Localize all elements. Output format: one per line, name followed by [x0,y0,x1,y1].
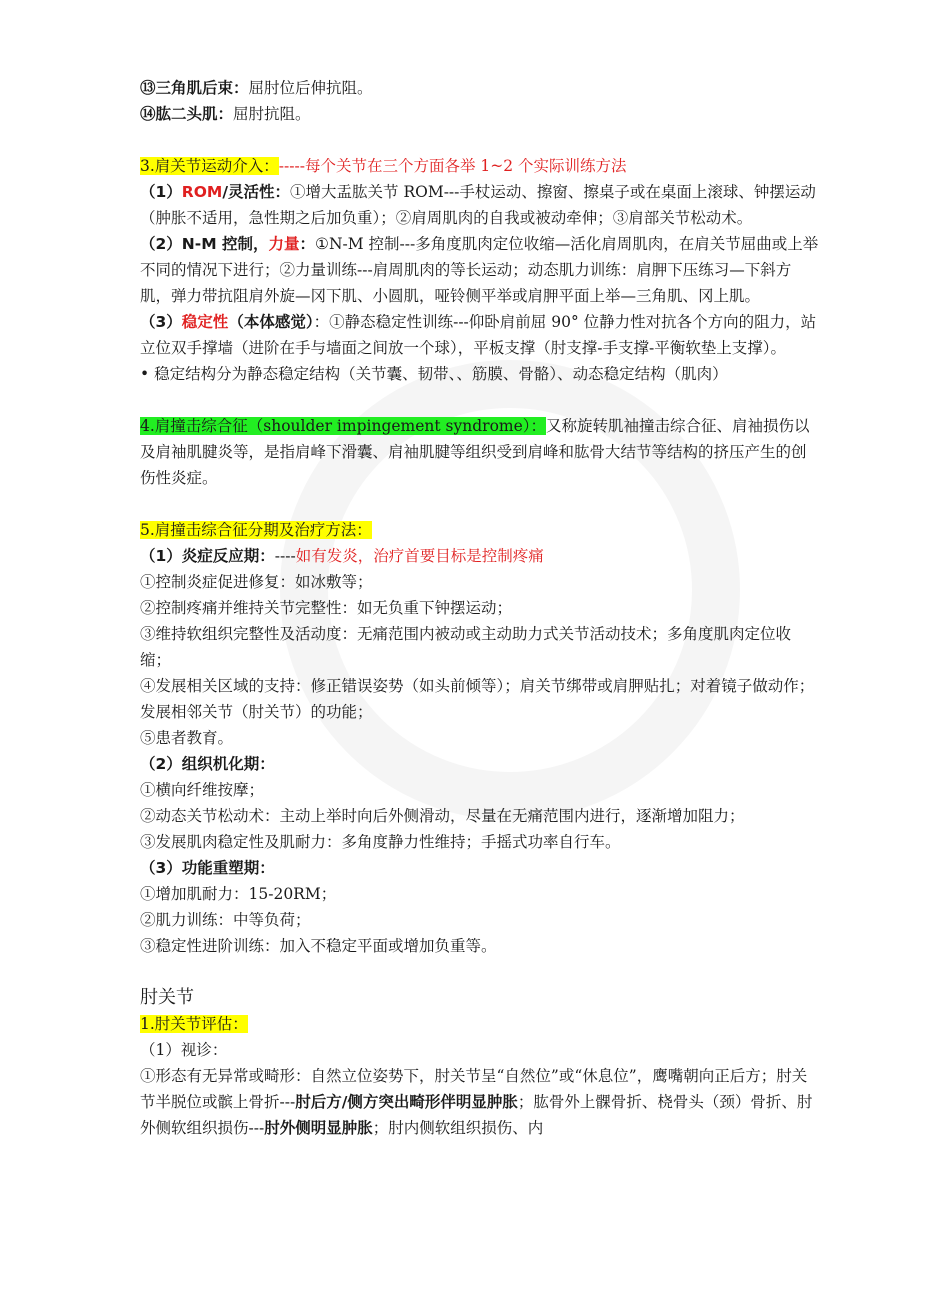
line-13: ⑬三角肌后束：屈肘位后伸抗阻。 [140,79,373,97]
list-item: ③发展肌肉稳定性及肌耐力：多角度静力性维持；手摇式功率自行车。 [140,833,621,851]
stability-bullet: • 稳定结构分为静态稳定结构（关节囊、韧带、、筋膜、骨骼）、动态稳定结构（肌肉） [140,365,728,383]
inspection-paragraph: ①形态有无异常或畸形：自然立位姿势下，肘关节呈“自然位”或“休息位”，鹰嘴朝向正后方；肘关节半脱位或髌上骨折---肘后方/侧方突出畸形伴明显肿胀；肱骨外上髁骨折、桡骨头（颈）骨折、肘外侧软组织损伤---肘外侧明显肿胀；肘内侧软组织损伤、内 [140,1067,813,1137]
list-item: ⑤患者教育。 [140,729,234,747]
section-4-paragraph: 4.肩撞击综合征（shoulder impingement syndrome）：又称旋转肌袖撞击综合征、肩袖损伤以及肩袖肌腱炎等，是指肩峰下滑囊、肩袖肌腱等组织受到肩峰和肱骨大结节等结构的挤压产生的创伤性炎症。 [140,417,810,487]
list-item: ①横向纤维按摩； [140,781,265,799]
line-14: ⑭肱二头肌：屈肘抗阻。 [140,105,311,123]
rom-paragraph: （1）ROM/灵活性：①增大盂肱关节 ROM---手杖运动、擦窗、擦桌子或在桌面上滚球、钟摆运动（肿胀不适用，急性期之后加负重）；②肩周肌肉的自我或被动牵伸；③肩部关节松动术。 [140,183,816,227]
list-item: ④发展相关区域的支持：修正错误姿势（如头前倾等）；肩关节绑带或肩胛贴扎；对着镜子做动作；发展相邻关节（肘关节）的功能； [140,677,815,721]
nm-control-paragraph: （2）N-M 控制，力量：①N-M 控制---多角度肌肉定位收缩—活化肩周肌肉，在肩关节屈曲或上举不同的情况下进行；②力量训练---肩周肌肉的等长运动；动态肌力训练：肩胛下压练习—下斜方肌，弹力带抗阻肩外旋—冈下肌、小圆肌，哑铃侧平举或肩胛平面上举—三角肌、冈上肌。 [140,235,819,305]
phase-2-heading: （2）组织机化期： [140,755,275,773]
elbow-section-title: 肘关节 [140,987,194,1008]
document-body [140,75,820,1141]
section-3-heading: 3.肩关节运动介入：-----每个关节在三个方面各举 1~2 个实际训练方法 [140,157,627,175]
list-item: ③维持软组织完整性及活动度：无痛范围内被动或主动助力式关节活动技术；多角度肌肉定位收缩； [140,625,792,669]
list-item: ②动态关节松动术：主动上举时向后外侧滑动，尽量在无痛范围内进行，逐渐增加阻力； [140,807,745,825]
elbow-assessment-heading: 1.肘关节评估： [140,1015,248,1033]
list-item: ①控制炎症促进修复：如冰敷等； [140,573,373,591]
list-item: ②控制疼痛并维持关节完整性：如无负重下钟摆运动； [140,599,513,617]
phase-1-heading: （1）炎症反应期：----如有发炎，治疗首要目标是控制疼痛 [140,547,544,565]
section-5-heading: 5.肩撞击综合征分期及治疗方法： [140,521,372,539]
muscle-label: ⑭肱二头肌： [140,105,234,123]
list-item: ①增加肌耐力：15-20RM； [140,885,337,903]
list-item: ②肌力训练：中等负荷； [140,911,311,929]
phase-3-heading: （3）功能重塑期： [140,859,275,877]
stability-paragraph: （3）稳定性（本体感觉）：①静态稳定性训练---仰卧肩前屈 90° 位静力性对抗各个方向的阻力，站立位双手撑墙（进阶在手与墙面之间放一个球），平板支撑（肘支撑-手支撑-平衡软垫上支撑）。 [140,313,817,357]
muscle-label: ⑬三角肌后束： [140,79,249,97]
inspection-label: （1）视诊： [140,1041,228,1059]
list-item: ③稳定性进阶训练：加入不稳定平面或增加负重等。 [140,937,497,955]
